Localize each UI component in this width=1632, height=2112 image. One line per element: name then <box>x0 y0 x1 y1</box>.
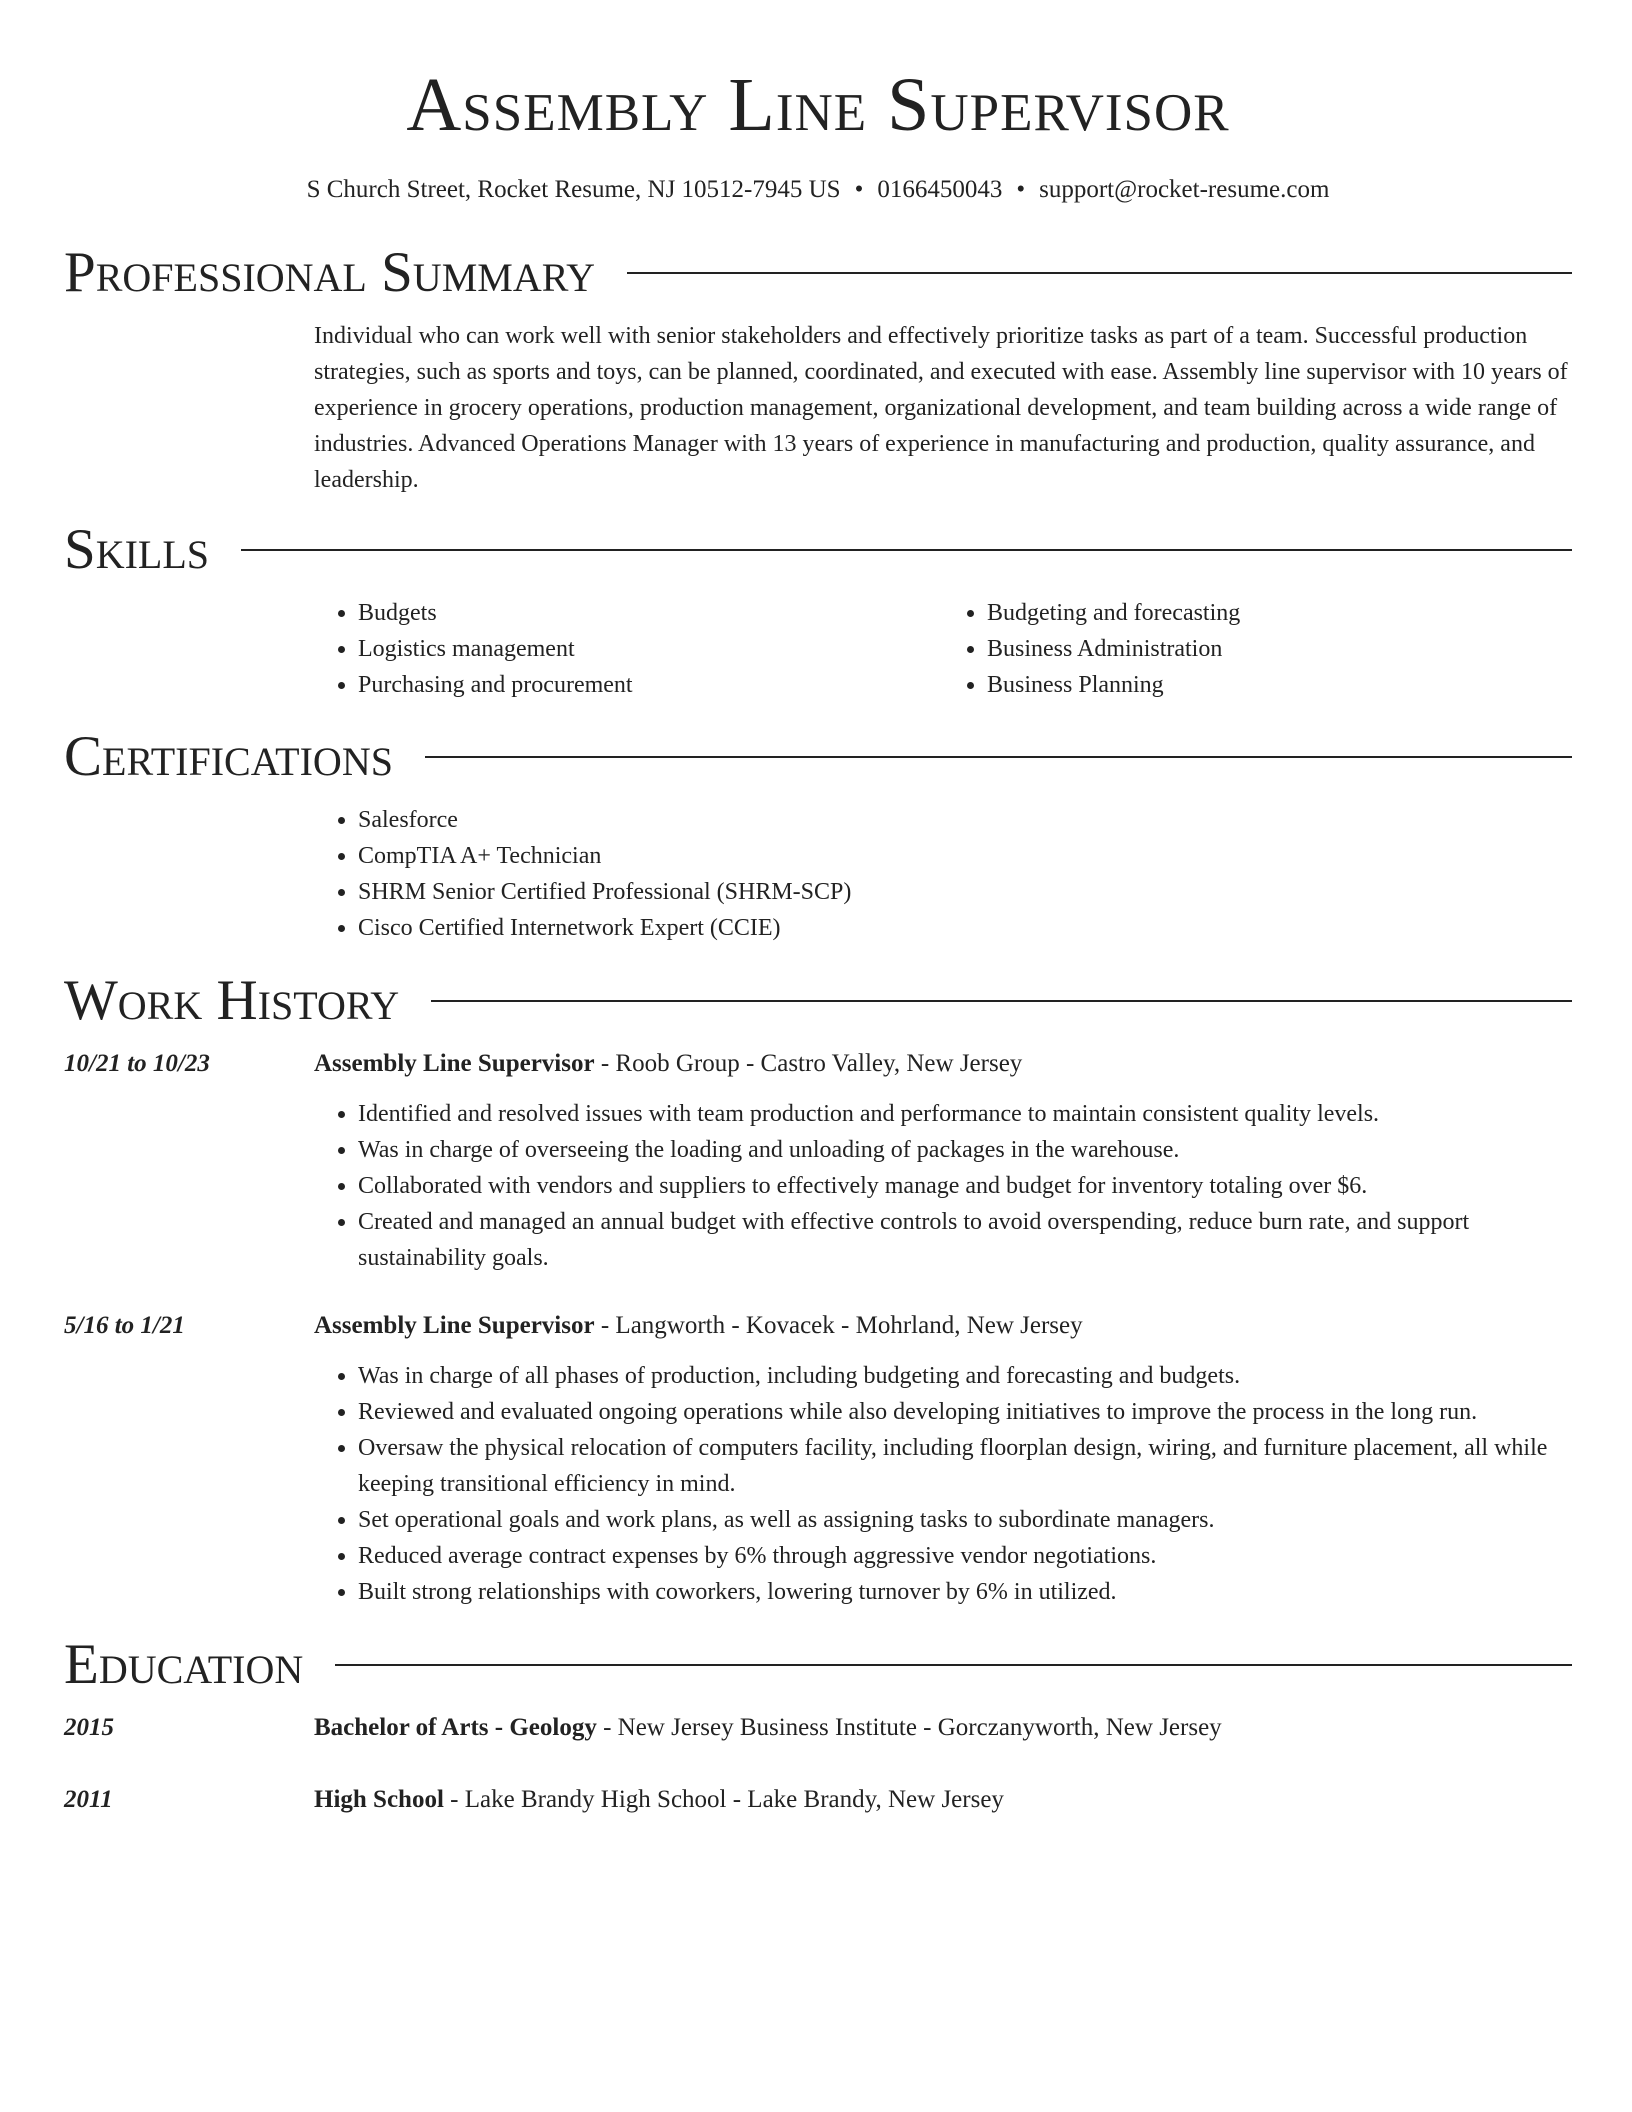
certification-item: • Cisco Certified Internetwork Expert (CCIE) <box>358 910 1572 946</box>
certifications-section <box>64 724 1572 946</box>
contact-address: S Church Street, Rocket Resume, NJ 10512-7945 US <box>306 176 841 203</box>
job-heading <box>314 1046 1572 1082</box>
skill-item: • Logistics management <box>358 631 943 667</box>
job-entry <box>64 1046 1572 1276</box>
section-divider <box>241 549 1572 551</box>
education-school: - New Jersey Business Institute - Gorczanyworth, New Jersey <box>596 1714 1222 1741</box>
certification-item: • SHRM Senior Certified Professional (SHRM-SCP) <box>358 874 1572 910</box>
job-bullet: • Was in charge of all phases of production, including budgeting and forecasting and budgets. <box>358 1358 1572 1394</box>
section-title: Professional Summary <box>64 241 596 304</box>
job-company: - Roob Group - Castro Valley, New Jersey <box>594 1050 1023 1077</box>
skills-column-left <box>314 595 943 703</box>
summary-content <box>314 318 1572 498</box>
section-divider <box>627 272 1572 274</box>
education-section <box>64 1632 1572 1818</box>
contact-separator: • <box>1016 176 1026 203</box>
job-entry <box>64 1308 1572 1610</box>
skill-item: • Business Administration <box>987 631 1572 667</box>
contact-separator: • <box>854 176 864 203</box>
education-body <box>314 1782 1572 1818</box>
skill-item: • Business Planning <box>987 667 1572 703</box>
job-body <box>314 1046 1572 1276</box>
section-divider <box>335 1664 1572 1666</box>
section-header <box>64 724 1572 790</box>
contact-email[interactable]: support@rocket-resume.com <box>1039 176 1330 203</box>
candidate-name: Assembly Line Supervisor <box>406 63 1230 147</box>
skills-column-right <box>943 595 1572 703</box>
section-title: Skills <box>64 518 210 581</box>
job-heading <box>314 1308 1572 1344</box>
education-heading <box>314 1710 1572 1746</box>
skill-item: • Purchasing and procurement <box>358 667 943 703</box>
education-year: 2011 <box>64 1786 113 1813</box>
job-bullet: • Built strong relationships with coworkers, lowering turnover by 6% in utilized. <box>358 1574 1572 1610</box>
job-bullet: • Oversaw the physical relocation of computers facility, including floorplan design, wiring, and furniture placement, all while keeping transitional efficiency in mind. <box>358 1430 1572 1502</box>
job-bullets <box>314 1096 1572 1276</box>
certification-item: • CompTIA A+ Technician <box>358 838 1572 874</box>
job-bullet: • Identified and resolved issues with team production and performance to maintain consistent quality levels. <box>358 1096 1572 1132</box>
education-body <box>314 1710 1572 1746</box>
section-header <box>64 968 1572 1034</box>
job-bullet: • Reduced average contract expenses by 6% through aggressive vendor negotiations. <box>358 1538 1572 1574</box>
skill-item: • Budgeting and forecasting <box>987 595 1572 631</box>
section-title: Education <box>64 1633 304 1696</box>
section-title: Work History <box>64 969 400 1032</box>
job-bullet: • Reviewed and evaluated ongoing operations while also developing initiatives to improve the process in the long run. <box>358 1394 1572 1430</box>
job-bullet: • Was in charge of overseeing the loading and unloading of packages in the warehouse. <box>358 1132 1572 1168</box>
education-year: 2015 <box>64 1714 114 1741</box>
skill-item: • Budgets <box>358 595 943 631</box>
job-dates: 5/16 to 1/21 <box>64 1312 185 1339</box>
education-school: - Lake Brandy High School - Lake Brandy, New Jersey <box>443 1786 1004 1813</box>
job-bullet: • Collaborated with vendors and suppliers to effectively manage and budget for inventory totaling over $6. <box>358 1168 1572 1204</box>
certification-item: • Salesforce <box>358 802 1572 838</box>
summary-text: Individual who can work well with senior stakeholders and effectively prioritize tasks as part of a team. Successful production strategies, such as sports and toys, can be planned, coordinated, and executed with ease. Assembly line supervisor with 10 years of experience in grocery operations, production management, organizational development, and team building across a wide range of industries. Advanced Operations Manager with 13 years of experience in manufacturing and production, quality assurance, and leadership. <box>314 323 1568 493</box>
section-divider <box>431 1000 1572 1002</box>
section-header <box>64 517 1572 583</box>
work-history-section <box>64 968 1572 1610</box>
education-heading <box>314 1782 1572 1818</box>
job-title: Assembly Line Supervisor <box>314 1050 595 1077</box>
certifications-list <box>314 802 1572 946</box>
contact-line <box>64 174 1572 206</box>
summary-section <box>64 240 1572 498</box>
resume-page <box>64 0 1572 1818</box>
job-dates: 10/21 to 10/23 <box>64 1050 210 1077</box>
education-degree: High School <box>314 1786 444 1813</box>
job-bullet: • Created and managed an annual budget with effective controls to avoid overspending, reduce burn rate, and support sustainability goals. <box>358 1204 1572 1276</box>
education-entry <box>64 1782 1572 1818</box>
job-company: - Langworth - Kovacek - Mohrland, New Jersey <box>594 1312 1083 1339</box>
job-bullet: • Set operational goals and work plans, as well as assigning tasks to subordinate managers. <box>358 1502 1572 1538</box>
job-body <box>314 1308 1572 1610</box>
skills-section <box>64 517 1572 703</box>
section-divider <box>425 756 1572 758</box>
job-title: Assembly Line Supervisor <box>314 1312 595 1339</box>
certifications-bullets <box>314 802 1572 946</box>
education-entry <box>64 1710 1572 1746</box>
education-degree: Bachelor of Arts - Geology <box>314 1714 597 1741</box>
section-header <box>64 1632 1572 1698</box>
section-title: Certifications <box>64 725 393 788</box>
job-bullets <box>314 1358 1572 1610</box>
section-header <box>64 240 1572 306</box>
contact-phone: 0166450043 <box>877 176 1003 203</box>
skills-list <box>314 595 1572 703</box>
